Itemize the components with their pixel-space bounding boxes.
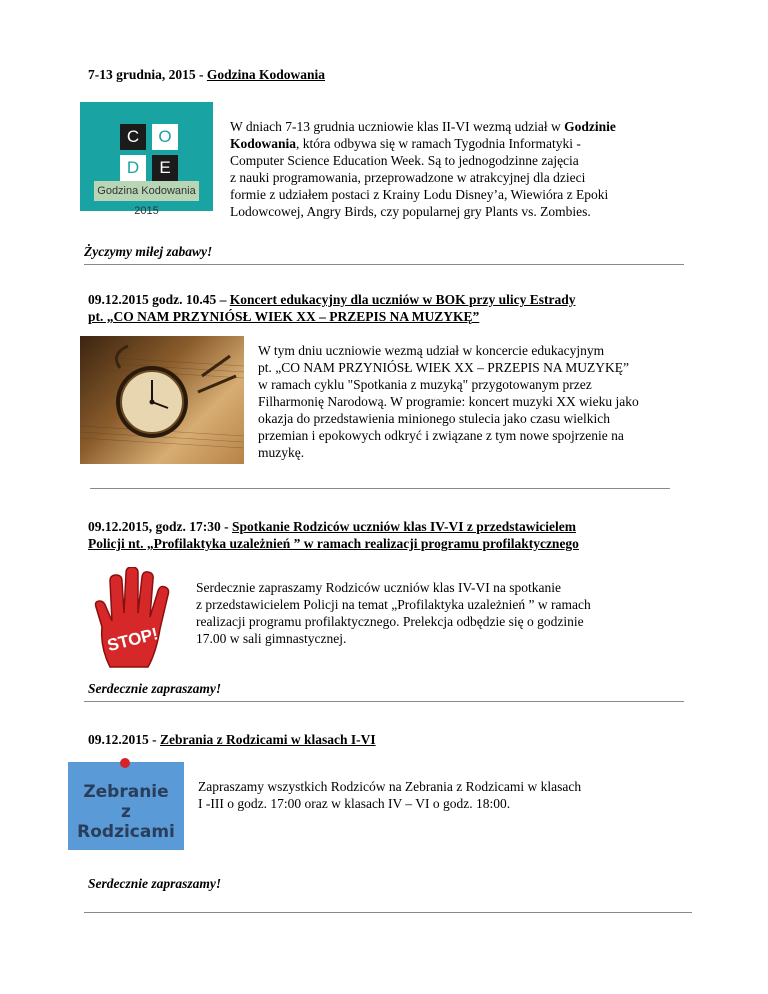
section2-line-6: przemian i epokowych odkryć i związane z tym nowe spojrzenie na <box>258 428 624 443</box>
section4-body <box>198 778 680 812</box>
code-image-caption: Godzina Kodowania 2015 <box>94 181 199 201</box>
code-letter-d: D <box>120 155 146 181</box>
divider-4 <box>84 912 692 913</box>
section3-line-4: 17.00 w sali gimnastycznej. <box>196 631 347 646</box>
divider-1 <box>84 264 684 265</box>
section1-heading-link[interactable]: Godzina Kodowania <box>206 67 326 82</box>
zebrania-image-line-1: Zebranie <box>83 782 169 802</box>
section4-heading-link[interactable]: Zebrania z Rodzicami w klasach I-VI <box>160 732 376 747</box>
section2-heading-date: 09.12.2015 godz. 10.45 – <box>88 292 230 307</box>
section2-heading-link[interactable]: Koncert edukacyjny dla uczniów w BOK przy ulicy Estrady <box>229 292 576 307</box>
section4-closing: Serdecznie zapraszamy! <box>88 876 222 891</box>
code-letter-c: C <box>120 124 146 150</box>
section2-line-2: pt. „CO NAM PRZYNIÓSŁ WIEK XX – PRZEPIS NA MUZYKĘ” <box>258 360 629 375</box>
code-letters-grid <box>112 124 202 184</box>
section4-heading-date: 09.12.2015 - <box>88 732 160 747</box>
zebrania-image-line-2: z <box>121 802 131 822</box>
code-org-image <box>80 102 213 217</box>
section1-body <box>230 118 680 220</box>
section4-heading <box>88 731 376 748</box>
section2-body <box>258 342 680 461</box>
stop-hand-icon <box>90 567 178 675</box>
section1-heading <box>88 66 325 83</box>
section3-closing: Serdecznie zapraszamy! <box>88 681 222 696</box>
section3-heading-date: 09.12.2015, godz. 17:30 - <box>88 519 232 534</box>
section2-line-5: okazja do przedstawienia minionego stulecia jako czasu wielkich <box>258 411 610 426</box>
section4-line-1: Zapraszamy wszystkich Rodziców na Zebrania z Rodzicami w klasach <box>198 779 582 794</box>
section1-line-3: Computer Science Education Week. Są to jednogodzinne zajęcia <box>230 153 579 168</box>
section3-heading-line-2[interactable]: Policji nt. „Profilaktyka uzależnień ” w ramach realizacji programu profilaktycznego <box>88 536 579 551</box>
zebrania-image <box>68 762 184 850</box>
stop-text: STOP! <box>105 624 161 656</box>
section1-heading-date: 7-13 grudnia, 2015 - <box>88 67 207 82</box>
section3-heading-link[interactable]: Spotkanie Rodziców uczniów klas IV-VI z przedstawicielem <box>232 519 576 534</box>
section1-line-5: formie z udziałem postaci z Krainy Lodu Disney’a, Wiewióra z Epoki <box>230 187 609 202</box>
zebrania-image-line-3: Rodzicami <box>77 822 175 842</box>
code-letter-e: E <box>152 155 178 181</box>
section2-heading-line-2[interactable]: pt. „CO NAM PRZYNIÓSŁ WIEK XX – PRZEPIS NA MUZYKĘ” <box>88 309 480 324</box>
code-letter-o: O <box>152 124 178 150</box>
section2-heading <box>88 291 680 325</box>
pocket-watch-image <box>80 336 244 464</box>
section2-line-7: muzykę. <box>258 445 305 460</box>
section1-line-2: Kodowania, która odbywa się w ramach Tygodnia Informatyki - <box>230 136 581 151</box>
pocket-watch-icon <box>80 336 244 464</box>
section3-line-2: z przedstawicielem Policji na temat „Profilaktyka uzależnień ” w ramach <box>196 597 591 612</box>
divider-3 <box>84 701 684 702</box>
section3-heading <box>88 518 680 552</box>
section2-line-3: w ramach cyklu "Spotkania z muzyką" przygotowanym przez <box>258 377 592 392</box>
section2-line-4: Filharmonię Narodową. W programie: koncert muzyki XX wieku jako <box>258 394 639 409</box>
section1-line-1: W dniach 7-13 grudnia uczniowie klas II-VI wezmą udział w Godzinie <box>230 119 616 134</box>
stop-hand-image <box>90 567 178 675</box>
section4-line-2: I -III o godz. 17:00 oraz w klasach IV – VI o godz. 18:00. <box>198 796 511 811</box>
section3-heading-line-1 <box>88 518 680 535</box>
section1-line-4: z nauki programowania, przeprowadzone w atrakcyjnej dla dzieci <box>230 170 586 185</box>
section2-heading-line-1 <box>88 291 680 308</box>
section3-line-1: Serdecznie zapraszamy Rodziców uczniów klas IV-VI na spotkanie <box>196 580 561 595</box>
section3-body <box>196 579 680 647</box>
section3-line-3: realizacji programu profilaktycznego. Prelekcja odbędzie się o godzinie <box>196 614 584 629</box>
divider-2 <box>90 488 670 489</box>
section1-line-6: Lodowcowej, Angry Birds, czy popularnej gry Plants vs. Zombies. <box>230 204 591 219</box>
section2-line-1: W tym dniu uczniowie wezmą udział w koncercie edukacyjnym <box>258 343 605 358</box>
heart-icon <box>120 758 130 768</box>
section1-closing: Życzymy miłej zabawy! <box>84 244 213 259</box>
